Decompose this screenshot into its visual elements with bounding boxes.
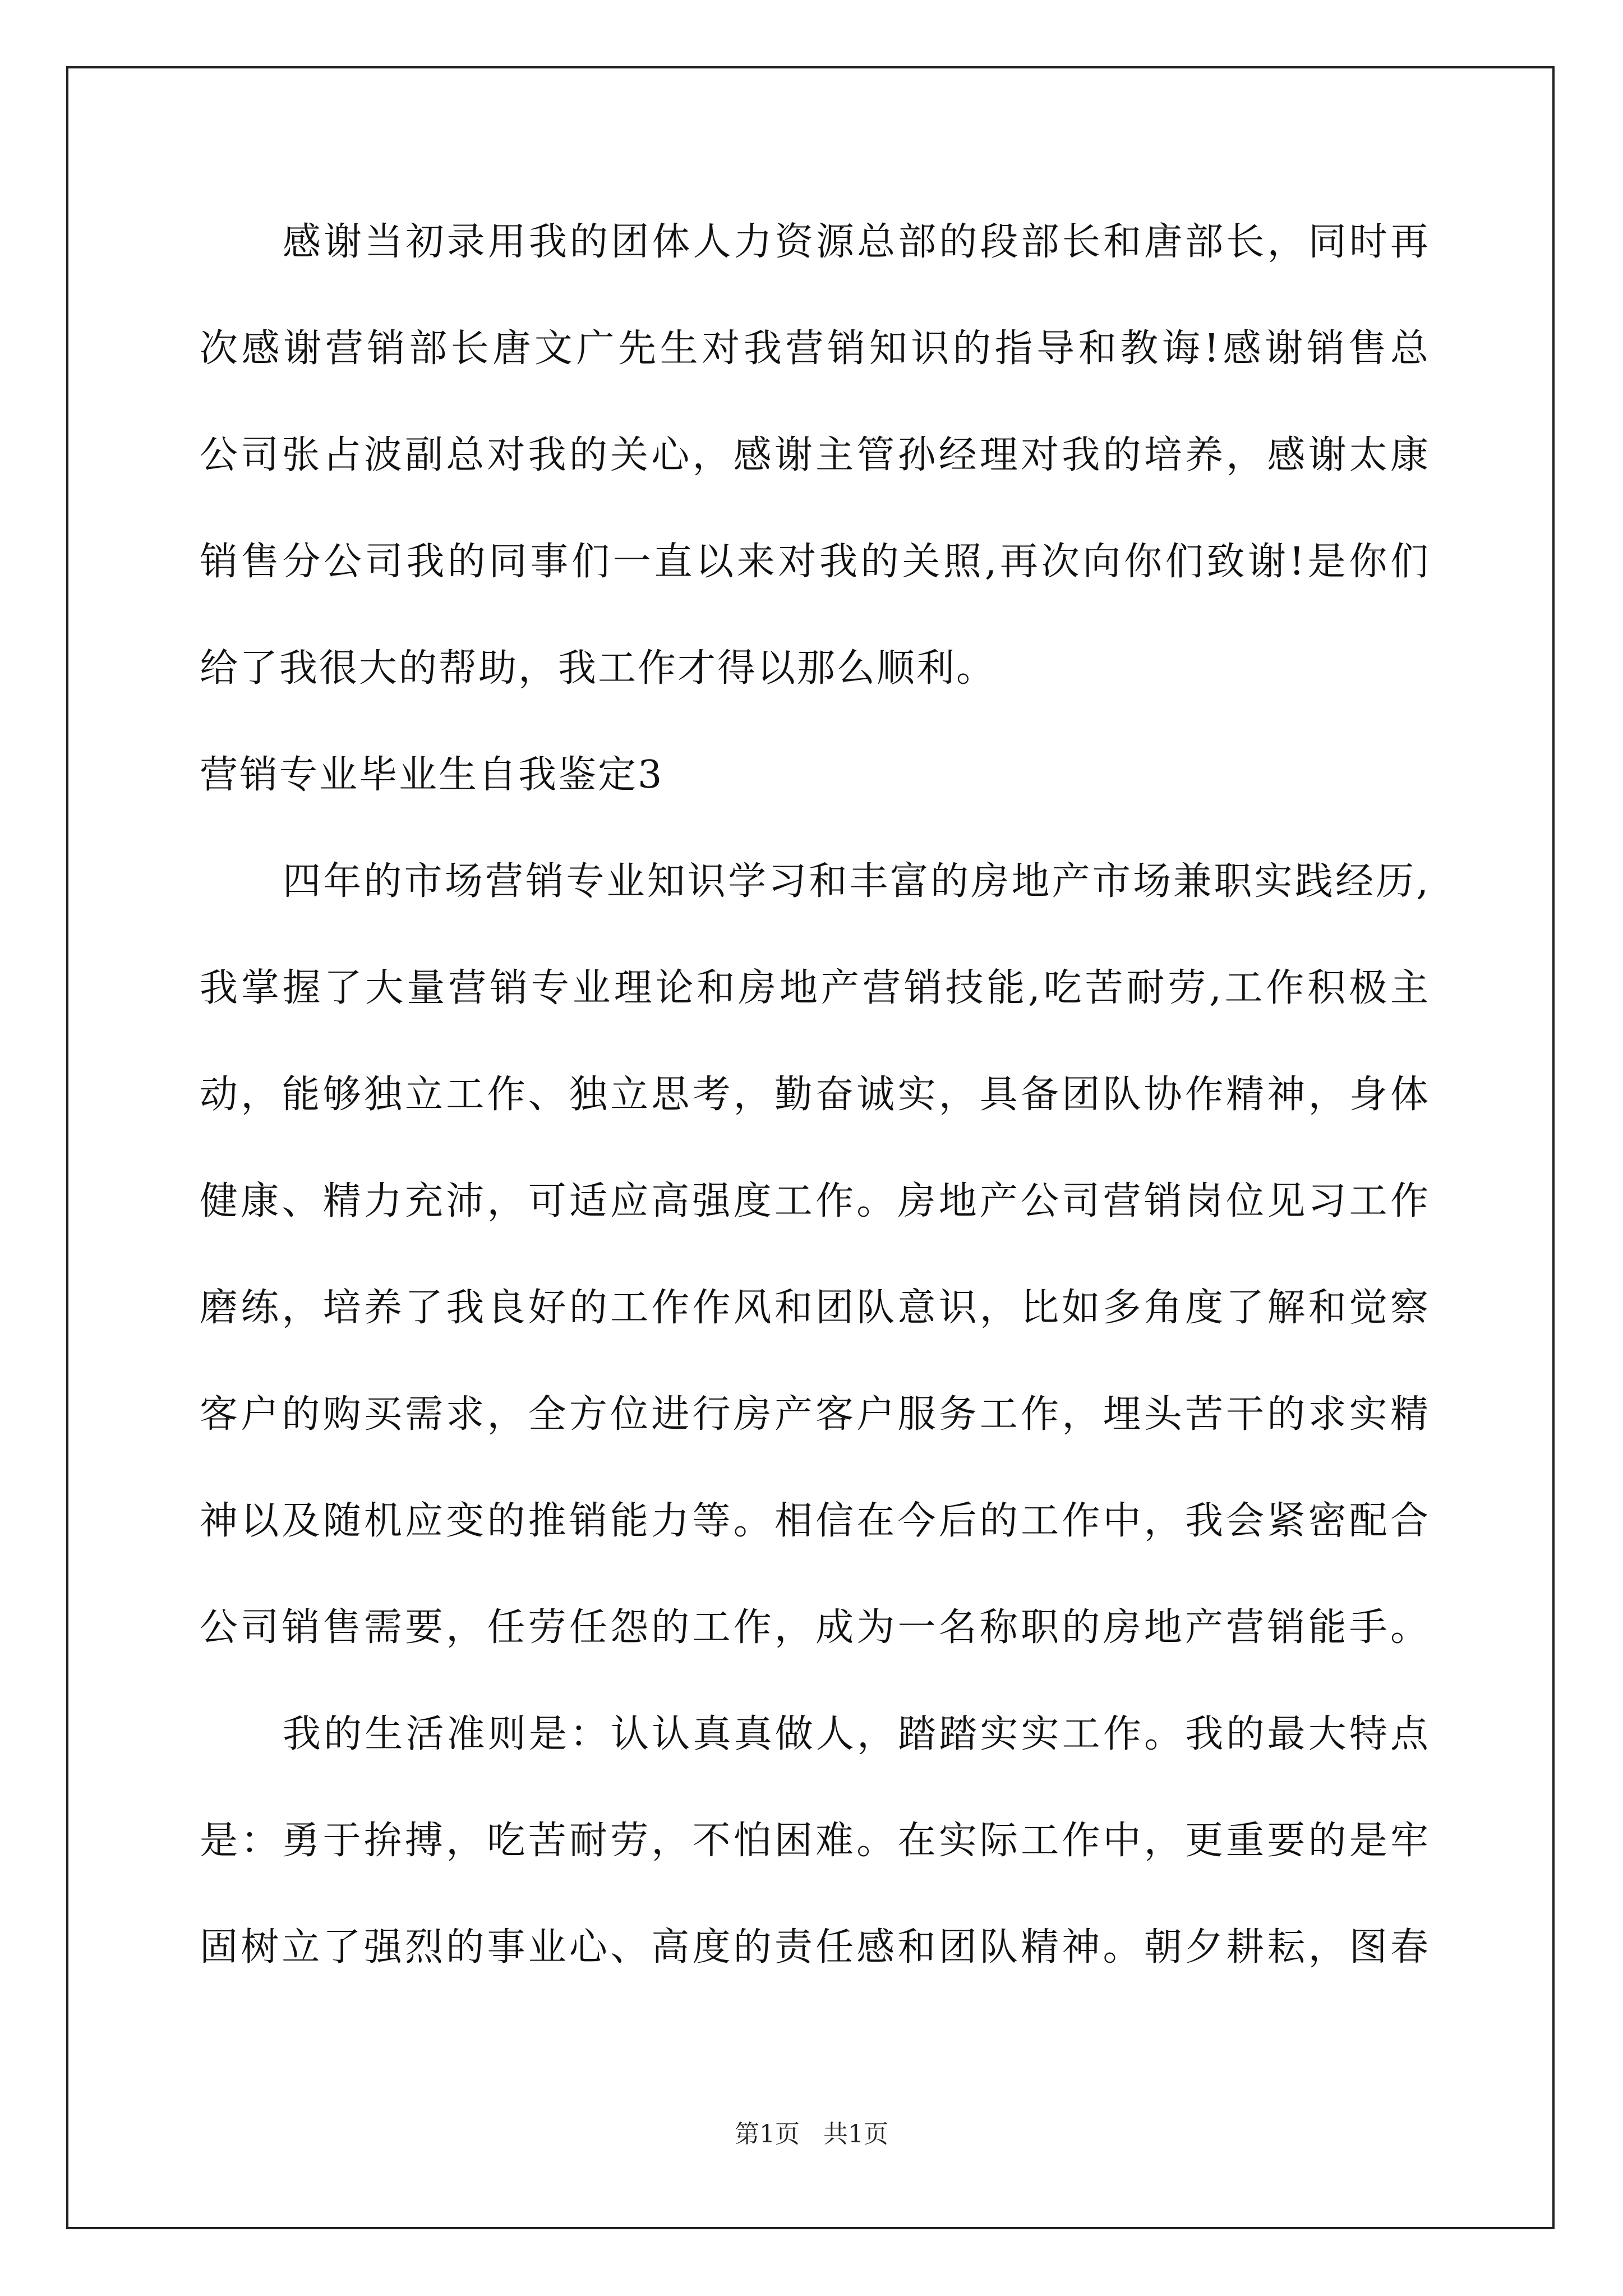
paragraph-2-line-1: 四年的市场营销专业知识学习和丰富的房地产市场兼职实践经历,	[283, 859, 1430, 904]
paragraph-1-line-1: 感谢当初录用我的团体人力资源总部的段部长和唐部长，同时再	[283, 220, 1430, 264]
paragraph-1-line-4: 销售分公司我的同事们一直以来对我的关照,再次向你们致谢!是你们	[200, 540, 1430, 584]
paragraph-2-line-2: 我掌握了大量营销专业理论和房地产营销技能,吃苦耐劳,工作积极主	[200, 966, 1430, 1010]
section-heading: 营销专业毕业生自我鉴定3	[200, 753, 664, 797]
page-border	[66, 66, 1555, 2229]
paragraph-3-line-2: 是：勇于拚搏，吃苦耐劳，不怕困难。在实际工作中，更重要的是牢	[200, 1819, 1430, 1863]
paragraph-1-line-2: 次感谢营销部长唐文广先生对我营销知识的指导和教诲!感谢销售总	[200, 326, 1430, 371]
paragraph-2-line-5: 磨练，培养了我良好的工作作风和团队意识，比如多角度了解和觉察	[200, 1286, 1430, 1330]
paragraph-3-line-1: 我的生活准则是：认认真真做人，踏踏实实工作。我的最大特点	[283, 1712, 1430, 1756]
paragraph-2-line-8: 公司销售需要，任劳任怨的工作，成为一名称职的房地产营销能手。	[200, 1605, 1430, 1650]
paragraph-2-line-4: 健康、精力充沛，可适应高强度工作。房地产公司营销岗位见习工作	[200, 1179, 1430, 1223]
paragraph-2-line-3: 动，能够独立工作、独立思考，勤奋诚实，具备团队协作精神，身体	[200, 1073, 1430, 1117]
paragraph-1-line-5: 给了我很大的帮助，我工作才得以那么顺利。	[200, 646, 997, 691]
paragraph-2-line-6: 客户的购买需求，全方位进行房产客户服务工作，埋头苦干的求实精	[200, 1392, 1430, 1437]
paragraph-1-line-3: 公司张占波副总对我的关心，感谢主管孙经理对我的培养，感谢太康	[200, 433, 1430, 477]
page-number-footer: 第1页 共1页	[735, 2120, 888, 2148]
paragraph-3-line-3: 固树立了强烈的事业心、高度的责任感和团队精神。朝夕耕耘，图春	[200, 1925, 1430, 1970]
paragraph-2-line-7: 神以及随机应变的推销能力等。相信在今后的工作中，我会紧密配合	[200, 1499, 1430, 1543]
